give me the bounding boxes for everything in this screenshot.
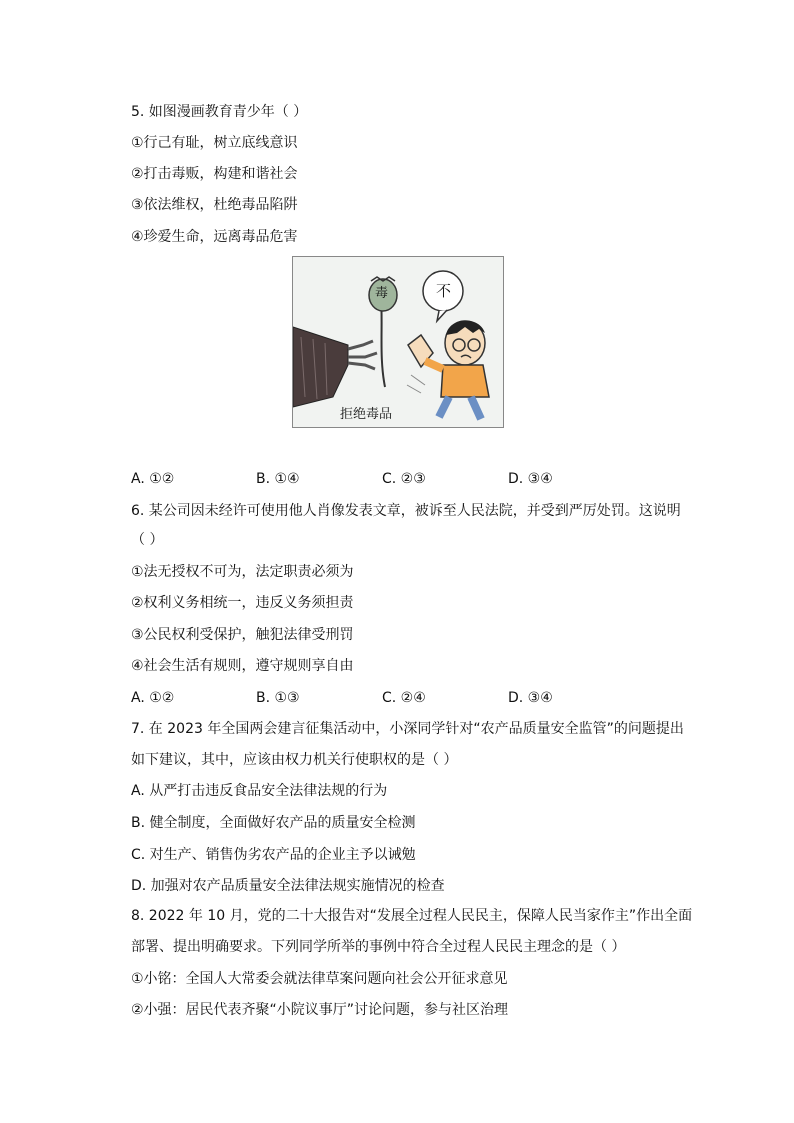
q6-option-c[interactable]: C. ②④ bbox=[382, 690, 426, 706]
speech-bubble-text: 不 bbox=[436, 282, 452, 300]
q8-item-2: ②小强：居民代表齐聚“小院议事厅”讨论问题，参与社区治理 bbox=[131, 1002, 509, 1018]
q5-item-4: ④珍爱生命，远离毒品危害 bbox=[131, 229, 298, 245]
cartoon-caption: 拒绝毒品 bbox=[340, 407, 393, 422]
q8-stem-cont: 部署、提出明确要求。下列同学所举的事例中符合全过程人民民主理念的是（ ） bbox=[131, 939, 626, 955]
q5-option-d[interactable]: D. ③④ bbox=[508, 471, 553, 487]
q6-item-4: ④社会生活有规则，遵守规则享自由 bbox=[131, 658, 354, 674]
anti-drug-cartoon bbox=[292, 256, 504, 428]
q6-option-d[interactable]: D. ③④ bbox=[508, 690, 553, 706]
q6-option-b[interactable]: B. ①③ bbox=[256, 690, 300, 706]
q7-option-b[interactable]: B. 健全制度，全面做好农产品的质量安全检测 bbox=[131, 815, 416, 831]
q7-option-c[interactable]: C. 对生产、销售伪劣农产品的企业主予以诫勉 bbox=[131, 847, 416, 863]
q6-stem-cont: （ ） bbox=[131, 532, 164, 548]
q5-option-b[interactable]: B. ①④ bbox=[256, 471, 300, 487]
q6-stem: 6. 某公司因未经许可使用他人肖像发表文章，被诉至人民法院，并受到严厉处罚。这说明 bbox=[131, 503, 681, 519]
q8-stem: 8. 2022 年 10 月，党的二十大报告对“发展全过程人民民主，保障人民当家作主”作出全面 bbox=[131, 908, 693, 924]
q5-option-c[interactable]: C. ②③ bbox=[382, 471, 426, 487]
q5-option-a[interactable]: A. ①② bbox=[131, 471, 175, 487]
q7-option-a[interactable]: A. 从严打击违反食品安全法律法规的行为 bbox=[131, 783, 388, 799]
q7-option-d[interactable]: D. 加强对农产品质量安全法律法规实施情况的检查 bbox=[131, 878, 445, 894]
q7-stem-cont: 如下建议，其中，应该由权力机关行使职权的是（ ） bbox=[131, 752, 458, 768]
q5-item-1: ①行己有耻，树立底线意识 bbox=[131, 135, 298, 151]
cartoon-illustration bbox=[293, 257, 503, 427]
q6-option-a[interactable]: A. ①② bbox=[131, 690, 175, 706]
q6-item-2: ②权利义务相统一，违反义务须担责 bbox=[131, 595, 354, 611]
q5-item-2: ②打击毒贩，构建和谐社会 bbox=[131, 166, 298, 182]
poppy-label: 毒 bbox=[375, 286, 389, 301]
q6-item-1: ①法无授权不可为，法定职责必须为 bbox=[131, 564, 354, 580]
q5-item-3: ③依法维权，杜绝毒品陷阱 bbox=[131, 197, 298, 213]
q8-item-1: ①小铭：全国人大常委会就法律草案问题向社会公开征求意见 bbox=[131, 971, 508, 987]
q7-stem: 7. 在 2023 年全国两会建言征集活动中，小深同学针对“农产品质量安全监管”的问题提出 bbox=[131, 721, 684, 737]
q5-stem: 5. 如图漫画教育青少年（ ） bbox=[131, 104, 308, 120]
q6-item-3: ③公民权利受保护，触犯法律受刑罚 bbox=[131, 627, 354, 643]
